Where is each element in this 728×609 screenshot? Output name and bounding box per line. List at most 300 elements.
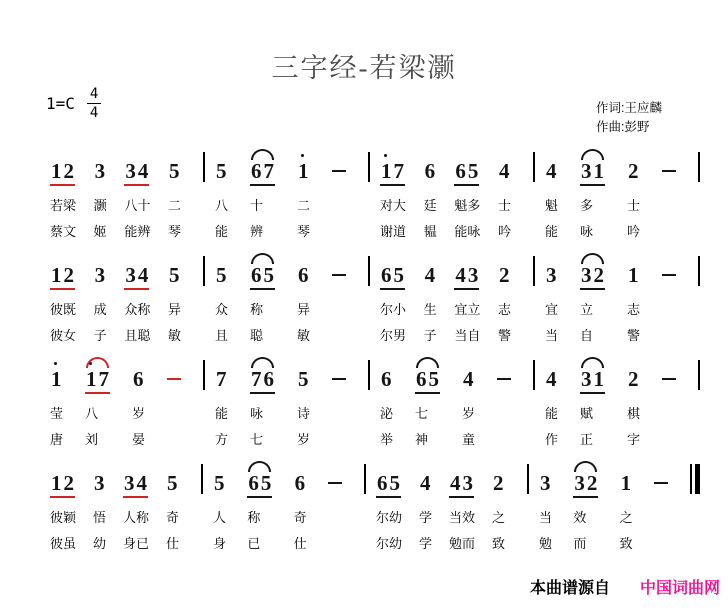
note-column — [166, 458, 179, 549]
note-column — [297, 250, 310, 341]
note — [662, 274, 676, 290]
note-digit: 5 — [216, 159, 227, 183]
note — [580, 161, 605, 186]
note-area — [376, 458, 402, 498]
note-area — [332, 354, 346, 394]
note-column — [627, 354, 640, 445]
measure — [535, 250, 698, 341]
note-area — [419, 458, 432, 498]
note-digit: 1 — [51, 471, 62, 495]
note — [545, 161, 558, 186]
note-column — [123, 458, 149, 549]
lyric-line2 — [662, 325, 676, 341]
note — [168, 161, 181, 186]
lyric-line2: 敏 — [167, 328, 181, 343]
note-digit: 6 — [424, 159, 436, 183]
note — [662, 170, 676, 186]
note-area — [85, 354, 110, 394]
note-digit: 6 — [248, 471, 259, 495]
note-digit: 6 — [263, 367, 274, 391]
note-area — [539, 458, 552, 498]
note-digit: 4 — [462, 367, 474, 391]
measure — [370, 354, 533, 445]
measure — [370, 250, 533, 341]
note — [250, 369, 275, 394]
note-column — [167, 354, 181, 445]
note-digit: 6 — [251, 263, 262, 287]
note — [166, 473, 179, 498]
note-digit: 6 — [294, 471, 306, 495]
lyric-line1: 七 — [415, 406, 429, 421]
note — [380, 265, 405, 290]
note-area — [462, 354, 475, 394]
tie-arc — [251, 149, 274, 160]
lyric-line2: 且 — [215, 328, 229, 343]
note-column — [662, 354, 676, 445]
lyric-line2: 尔幼 — [376, 536, 403, 551]
note — [215, 369, 228, 394]
note-column — [620, 458, 633, 549]
note-digit: 4 — [498, 159, 510, 183]
lyric-line2: 正 — [580, 432, 594, 447]
meter-numerator: 4 — [87, 86, 101, 104]
lyric-line1 — [167, 403, 181, 419]
note — [580, 369, 605, 394]
lyric-line2: 仕 — [293, 536, 307, 551]
measure — [205, 250, 368, 341]
note — [454, 265, 479, 290]
note-digit: 3 — [93, 471, 105, 495]
note-column — [50, 146, 76, 237]
note-column — [124, 146, 150, 237]
lyric-line1: 彼颖 — [50, 510, 77, 525]
note — [424, 161, 437, 186]
note-digit: 3 — [125, 263, 136, 287]
measure — [40, 250, 203, 341]
note-digit: 6 — [377, 471, 388, 495]
note-area — [250, 146, 275, 186]
tie-arc — [248, 461, 271, 472]
note-area — [250, 250, 275, 290]
note-column — [497, 354, 511, 445]
note-area — [545, 146, 558, 186]
lyric-line1: 廷 — [423, 198, 437, 213]
lyric-line1: 魁多 — [454, 198, 481, 213]
lyric-line1: 二 — [167, 198, 181, 213]
note-digit: 3 — [540, 471, 551, 495]
note — [124, 161, 149, 186]
lyric-line2: 姬 — [93, 224, 107, 239]
note-column — [545, 146, 558, 237]
note-digit: 5 — [168, 263, 180, 287]
note-digit: 1 — [297, 161, 310, 182]
note-area — [580, 354, 605, 394]
note — [168, 265, 181, 290]
lyric-line2: 身已 — [122, 536, 149, 551]
note-digit: 6 — [416, 367, 427, 391]
lyric-line2 — [332, 429, 346, 445]
lyric-line2: 尔男 — [380, 328, 407, 343]
note-column — [454, 146, 480, 237]
lyric-line1: 十 — [250, 198, 264, 213]
note-column — [627, 250, 640, 341]
note-digit: 5 — [260, 471, 272, 495]
note — [627, 369, 640, 394]
note-digit: 2 — [627, 367, 639, 391]
lyric-line1: 莹 — [50, 406, 64, 421]
lyric-line1: 多 — [580, 198, 594, 213]
note-digit: 1 — [380, 161, 393, 182]
duration-dash — [332, 170, 346, 172]
lyric-line1 — [332, 299, 346, 315]
note-digit: 2 — [498, 263, 510, 287]
lyric-line1: 异 — [167, 302, 181, 317]
measure — [535, 146, 698, 237]
note-column — [539, 458, 552, 549]
lyric-line1: 能 — [215, 406, 229, 421]
note-digit: 3 — [581, 159, 592, 183]
note-digit: 6 — [297, 263, 309, 287]
time-signature — [87, 86, 101, 121]
note-digit: 3 — [94, 263, 106, 287]
note-column — [662, 146, 676, 237]
lyric-line2: 彼虽 — [50, 536, 77, 551]
duration-dash — [328, 482, 342, 484]
lyric-line1: 宜 — [545, 302, 559, 317]
note-digit: 3 — [123, 471, 135, 495]
note-column — [168, 146, 181, 237]
lyric-line2: 学 — [418, 536, 432, 551]
lyric-line1: 立 — [580, 302, 594, 317]
note — [545, 369, 558, 394]
note-digit: 3 — [467, 263, 479, 287]
lyric-line1: 成 — [93, 302, 107, 317]
note-column — [294, 458, 307, 549]
footer — [530, 575, 720, 598]
note-area — [123, 458, 149, 498]
key-signature — [46, 86, 101, 121]
note-column — [380, 146, 406, 237]
note — [627, 265, 640, 290]
lyric-line1: 士 — [497, 198, 511, 213]
note — [297, 161, 310, 186]
note-column — [215, 146, 228, 237]
note-area — [380, 354, 393, 394]
lyric-line2: 谢道 — [380, 224, 407, 239]
tie-arc — [581, 149, 604, 160]
note-column — [332, 146, 346, 237]
lyric-line1: 尔小 — [380, 302, 407, 317]
lyric-line2: 吟 — [497, 224, 511, 239]
measure — [370, 146, 533, 237]
lyric-line1: 魁 — [545, 198, 559, 213]
lyric-line1 — [662, 403, 676, 419]
lyric-line1: 人 — [213, 510, 227, 525]
note-digit: 5 — [216, 263, 227, 287]
note-area — [492, 458, 505, 498]
note-area — [424, 250, 437, 290]
duration-dash — [662, 274, 676, 276]
lyric-line1: 异 — [296, 302, 310, 317]
note-area — [297, 146, 310, 186]
note-digit: 7 — [393, 159, 404, 183]
note-column — [168, 250, 181, 341]
note-digit: 4 — [419, 471, 431, 495]
measure — [40, 146, 203, 237]
tie-arc — [581, 357, 604, 368]
note-area — [415, 354, 440, 394]
lyric-line2: 身 — [213, 536, 227, 551]
lyric-line1: 士 — [626, 198, 640, 213]
note-area — [294, 458, 307, 498]
credits — [596, 99, 662, 138]
lyric-line2: 勉 — [539, 536, 553, 551]
note-area — [50, 146, 76, 186]
lyric-line2: 且聪 — [124, 328, 151, 343]
note-area — [497, 354, 511, 394]
note-digit: 2 — [63, 471, 74, 495]
lyric-line2: 举 — [380, 432, 394, 447]
note-digit: 1 — [51, 263, 62, 287]
barline-thick — [695, 464, 700, 494]
tie-arc — [251, 357, 274, 368]
note — [332, 170, 346, 186]
note-area — [328, 458, 342, 498]
lyric-line1: 生 — [423, 302, 437, 317]
note-area — [166, 458, 179, 498]
note-column — [419, 458, 432, 549]
note — [215, 161, 228, 186]
note — [580, 265, 605, 290]
lyric-line2: 彼女 — [50, 328, 77, 343]
note — [654, 482, 668, 498]
note — [297, 265, 310, 290]
lyric-line2: 敏 — [296, 328, 310, 343]
lyric-line2: 方 — [215, 432, 229, 447]
note — [419, 473, 432, 498]
lyric-line2: 能 — [545, 224, 559, 239]
note-digit: 1 — [593, 367, 604, 391]
note-column — [332, 354, 346, 445]
tie-arc — [574, 461, 597, 472]
note — [332, 274, 346, 290]
note-column — [462, 354, 475, 445]
note — [662, 378, 676, 394]
note-digit: 3 — [125, 159, 136, 183]
lyric-line1 — [328, 507, 342, 523]
note-column — [85, 354, 110, 445]
note-digit: 1 — [50, 369, 63, 390]
note-digit: 7 — [251, 367, 262, 391]
note-area — [167, 354, 181, 394]
note-area — [124, 250, 150, 290]
lyric-line2 — [167, 429, 181, 445]
note-column — [250, 354, 275, 445]
note-digit: 5 — [393, 263, 404, 287]
note — [497, 378, 511, 394]
note-area — [168, 250, 181, 290]
note-digit: 6 — [455, 159, 466, 183]
lyric-line1: 志 — [626, 302, 640, 317]
lyric-line1: 能 — [545, 406, 559, 421]
lyric-line2: 能辨 — [124, 224, 151, 239]
lyric-line1: 尔幼 — [376, 510, 403, 525]
lyric-line2: 晏 — [131, 432, 145, 447]
measure — [205, 146, 368, 237]
lyric-line2: 当自 — [454, 328, 481, 343]
lyric-line1: 悟 — [92, 510, 106, 525]
measure — [529, 458, 690, 549]
note-column — [94, 146, 107, 237]
lyric-line1: 志 — [497, 302, 511, 317]
lyric-line2: 刘 — [85, 432, 99, 447]
note-area — [580, 250, 605, 290]
note-column — [380, 354, 393, 445]
note-area — [93, 458, 106, 498]
lyric-line1: 奇 — [293, 510, 307, 525]
note-area — [580, 146, 605, 186]
lyric-line1: 灏 — [93, 198, 107, 213]
note — [449, 473, 474, 498]
lyric-line1: 岁 — [461, 406, 475, 421]
note-area — [545, 354, 558, 394]
note — [94, 161, 107, 186]
note-digit: 4 — [137, 263, 149, 287]
note-area — [215, 146, 228, 186]
lyricist-credit: 作词:王应麟 — [596, 101, 662, 115]
note-area — [250, 354, 275, 394]
music-system — [40, 146, 700, 237]
note-column — [454, 250, 480, 341]
note-digit: 4 — [424, 263, 436, 287]
note-digit: 2 — [593, 263, 604, 287]
note — [124, 265, 149, 290]
note — [215, 265, 228, 290]
note-digit: 4 — [449, 471, 461, 495]
note-digit: 6 — [381, 367, 392, 391]
lyric-line1: 之 — [619, 510, 633, 525]
lyric-line2: 岁 — [296, 432, 310, 447]
lyric-line2: 童 — [461, 432, 475, 447]
barline-thin — [690, 464, 692, 494]
lyric-line1: 众称 — [124, 302, 151, 317]
measure — [203, 458, 364, 549]
lyric-line2: 勉而 — [448, 536, 475, 551]
lyric-line2: 警 — [497, 328, 511, 343]
note-digit: 4 — [546, 367, 557, 391]
lyric-line1: 若梁 — [50, 198, 77, 213]
lyric-line2: 子 — [423, 328, 437, 343]
note-area — [424, 146, 437, 186]
note-column — [545, 250, 558, 341]
lyric-line1: 称 — [250, 302, 264, 317]
note — [492, 473, 505, 498]
note — [50, 369, 63, 394]
note-digit: 2 — [63, 159, 74, 183]
note-column — [415, 354, 440, 445]
tie-arc — [416, 357, 439, 368]
note — [620, 473, 633, 498]
note-area — [620, 458, 633, 498]
lyric-line2 — [328, 533, 342, 549]
note-digit: 6 — [132, 367, 144, 391]
duration-dash — [654, 482, 668, 484]
note-column — [132, 354, 145, 445]
lyric-line2: 神 — [415, 432, 429, 447]
composer-credit: 作曲:彭野 — [596, 120, 650, 135]
note-area — [50, 354, 63, 394]
note-area — [380, 250, 406, 290]
lyric-line2: 子 — [93, 328, 107, 343]
site-link[interactable]: 中国词曲网 — [639, 580, 720, 597]
note — [93, 473, 106, 498]
lyric-line1 — [662, 195, 676, 211]
note-column — [213, 458, 226, 549]
note-column — [297, 354, 310, 445]
lyric-line1: 棋 — [626, 406, 640, 421]
lyric-line2 — [662, 221, 676, 237]
note-column — [297, 146, 310, 237]
lyric-line1 — [497, 403, 511, 419]
lyric-line2: 已 — [247, 536, 261, 551]
note-digit: 1 — [627, 263, 639, 287]
note-area — [627, 354, 640, 394]
duration-dash — [332, 378, 346, 380]
note-area — [297, 354, 310, 394]
note-digit: 4 — [137, 159, 149, 183]
lyric-line2: 辨 — [250, 224, 264, 239]
final-barline — [690, 464, 700, 494]
duration-dash — [662, 378, 676, 380]
note-area — [654, 458, 668, 498]
lyric-line2 — [662, 429, 676, 445]
tonality-label: 1=C — [46, 94, 75, 114]
note-digit: 5 — [168, 159, 180, 183]
lyric-line1: 学 — [418, 510, 432, 525]
barline — [698, 152, 700, 182]
lyric-line2: 韫 — [423, 224, 437, 239]
note-area — [545, 250, 558, 290]
note — [545, 265, 558, 290]
lyric-line2 — [654, 533, 668, 549]
note-digit: 4 — [136, 471, 147, 495]
lyric-line2 — [332, 325, 346, 341]
note-column — [654, 458, 668, 549]
note-area — [627, 250, 640, 290]
note-digit: 1 — [620, 471, 632, 495]
note-area — [662, 250, 676, 290]
note — [247, 473, 272, 498]
note-column — [247, 458, 272, 549]
lyric-line2: 咏 — [580, 224, 594, 239]
note-area — [454, 250, 480, 290]
note-column — [573, 458, 598, 549]
duration-dash — [167, 378, 181, 380]
lyric-line1: 之 — [491, 510, 505, 525]
note — [498, 161, 511, 186]
note-digit: 6 — [251, 159, 262, 183]
note-digit: 7 — [216, 367, 227, 391]
note — [250, 161, 275, 186]
lyric-line2: 致 — [491, 536, 505, 551]
note — [539, 473, 552, 498]
note-digit: 5 — [467, 159, 479, 183]
note-column — [662, 250, 676, 341]
note-column — [250, 146, 275, 237]
note-column — [124, 250, 150, 341]
tie-arc — [251, 253, 274, 264]
lyric-line1: 八十 — [124, 198, 151, 213]
